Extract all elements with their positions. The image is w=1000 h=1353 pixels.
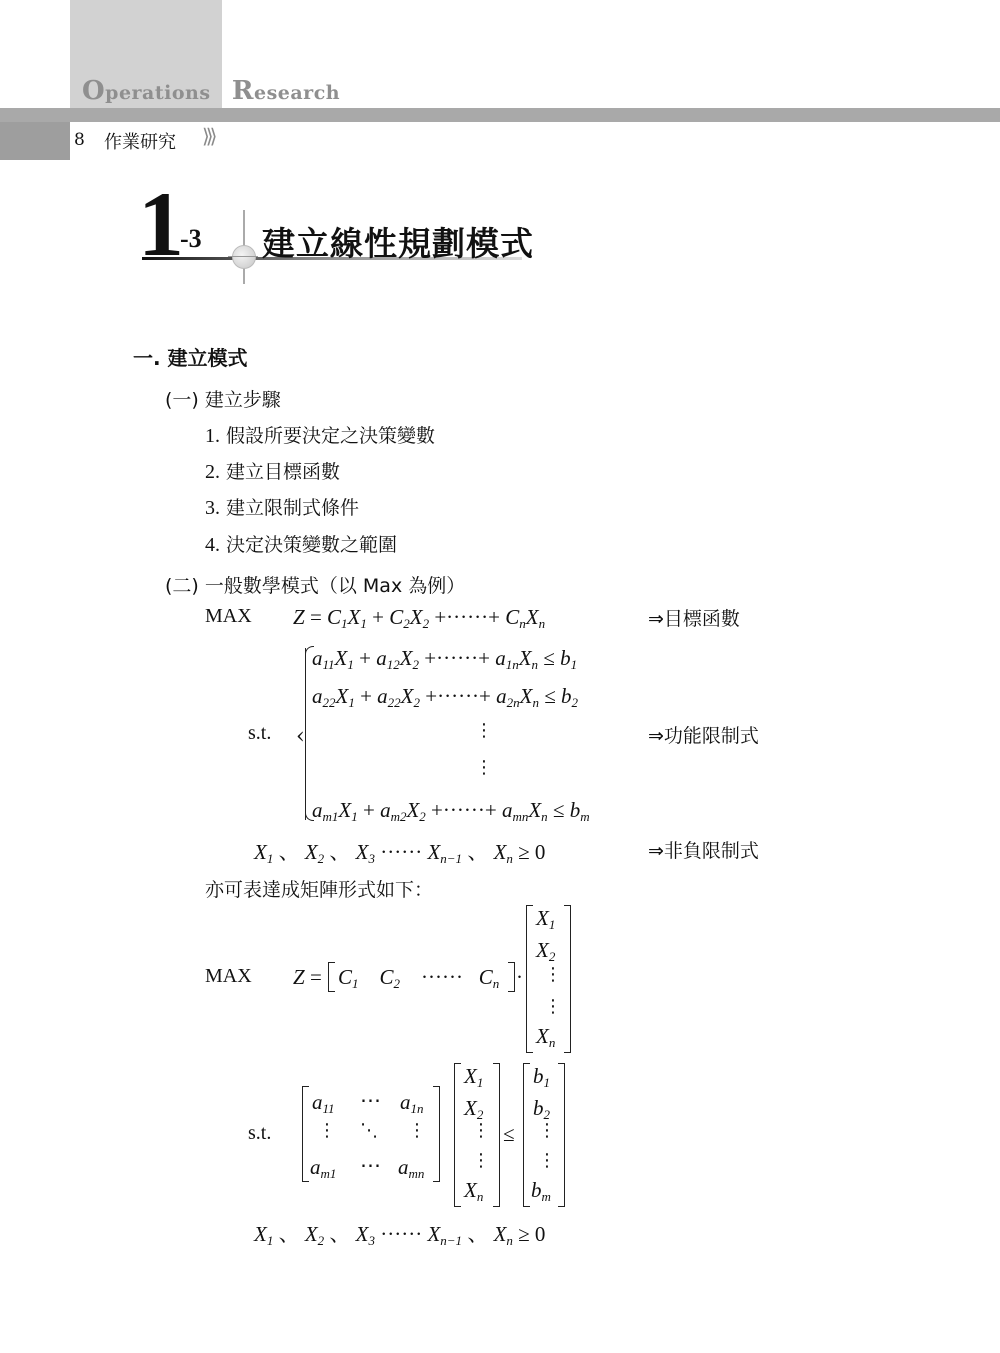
a-matrix-left-bracket <box>302 1086 309 1182</box>
book-title: 作業研究 <box>104 132 176 153</box>
header-tab <box>0 122 70 160</box>
vertical-dots: ⋮ <box>544 964 562 985</box>
vertical-dots: ⋮ <box>472 1150 490 1171</box>
b-col-left-bracket <box>523 1063 530 1207</box>
header-bar <box>0 108 1000 122</box>
note-nonnegativity: ⇒非負限制式 <box>648 840 759 862</box>
vertical-dots: ⋮ <box>472 1120 490 1141</box>
chevron-right-icon: ⟩⟩⟩ <box>202 124 214 148</box>
x-col-right-bracket <box>493 1063 500 1207</box>
brace-point: ‹ <box>296 724 305 749</box>
vertical-dots: ⋮ <box>475 757 493 778</box>
a-matrix-right-bracket <box>433 1086 440 1182</box>
x-vector-entry: $X_2$ <box>536 938 556 964</box>
row-vector-right-bracket <box>508 962 515 992</box>
step-item <box>205 493 359 520</box>
x-col-left-bracket <box>454 1063 461 1207</box>
leq-operator: ≤ <box>503 1122 515 1146</box>
b-col-right-bracket <box>558 1063 565 1207</box>
title-cap-2: R <box>231 76 254 106</box>
a-matrix-entry: $a_{11}$ <box>312 1090 335 1116</box>
vertical-dots: ⋮ <box>475 720 493 741</box>
max-label-matrix: MAX <box>205 965 252 987</box>
x-col-entry: $X_1$ <box>464 1064 484 1090</box>
x-vector-right-bracket <box>564 905 571 1053</box>
a-matrix-entry: ⋯ <box>360 1088 381 1112</box>
heading-build-model: 一. 建立模式 <box>133 346 248 370</box>
matrix-objective: Z = <box>293 965 322 989</box>
heading-general-model: (二) 一般數學模式（以 Max 為例） <box>165 575 466 597</box>
vertical-dots: ⋮ <box>408 1120 426 1141</box>
step-text: 建立限制式條件 <box>226 497 360 519</box>
step-item <box>205 421 435 448</box>
circle-ornament-icon <box>232 245 256 269</box>
brace-line <box>305 648 307 820</box>
section-subnumber: -3 <box>180 224 202 253</box>
constraint-row-2: $a_{22}X_1 + a_{22}X_2$ +······+ $a_{2n}X_n \le b_2$ <box>312 684 579 710</box>
page-number: 8 <box>74 130 85 150</box>
constraint-row-m: $a_{m1}X_1 + a_{m2}X_2$ +······+ $a_{mn}X_n \le b_m$ <box>312 798 590 824</box>
dot-operator: · <box>516 965 523 989</box>
x-vector-entry: $X_n$ <box>536 1024 556 1050</box>
constraint-row-1: $a_{11}X_1 + a_{12}X_2$ +······+ $a_{1n}X_n \le b_1$ <box>312 646 578 672</box>
section-number: 1 <box>138 173 184 275</box>
note-functional: ⇒功能限制式 <box>648 725 759 747</box>
x-vector-left-bracket <box>526 905 533 1053</box>
st-label: s.t. <box>248 722 272 744</box>
step-number: 2. <box>205 461 220 483</box>
x-col-entry: $X_2$ <box>464 1096 484 1122</box>
a-matrix-entry: ⋯ <box>360 1153 381 1177</box>
crosshair-line <box>228 256 258 257</box>
heading-steps: (一) 建立步驟 <box>165 389 281 411</box>
a-matrix-entry: $a_{mn}$ <box>398 1155 425 1181</box>
b-col-entry: $b_2$ <box>533 1096 550 1122</box>
vertical-dots: ⋮ <box>544 996 562 1017</box>
a-matrix-entry: $a_{1n}$ <box>400 1090 424 1116</box>
row-vector-left-bracket <box>328 962 335 992</box>
vertical-dots: ⋮ <box>538 1150 556 1171</box>
diagonal-dots: ⋱ <box>360 1120 378 1141</box>
step-number: 1. <box>205 425 220 447</box>
x-col-entry: $X_n$ <box>464 1178 484 1204</box>
objective-equation: $Z = C_1X_1 + C_2X_2$ +······+ $C_nX_n$ <box>293 605 546 631</box>
note-objective: ⇒目標函數 <box>648 608 740 630</box>
title-cap-1: O <box>82 76 106 106</box>
x-vector-entry: $X_1$ <box>536 906 556 932</box>
b-col-entry: $b_m$ <box>531 1178 551 1204</box>
vertical-dots: ⋮ <box>538 1120 556 1141</box>
nonnegativity-2: $X_1$ 、 $X_2$ 、 $X_3$ ······ $X_{n-1}$ 、 $X_n \ge 0$ <box>254 1222 546 1248</box>
row-vector: $C_1$ $C_2$ ······ $C_n$ <box>338 965 500 991</box>
vertical-dots: ⋮ <box>318 1120 336 1141</box>
st-label-matrix: s.t. <box>248 1122 272 1144</box>
step-number: 4. <box>205 534 220 556</box>
step-item <box>205 530 397 557</box>
nonnegativity-1: $X_1$ 、 $X_2$ 、 $X_3$ ······ $X_{n-1}$ 、 $X_n \ge 0$ <box>254 840 546 866</box>
title-rest-1: perations <box>105 82 211 104</box>
title-rest-2: esearch <box>254 82 341 104</box>
b-col-entry: $b_1$ <box>533 1064 550 1090</box>
step-item <box>205 457 340 484</box>
step-text: 假設所要決定之決策變數 <box>226 425 436 447</box>
max-label: MAX <box>205 605 252 627</box>
a-matrix-entry: $a_{m1}$ <box>310 1155 337 1181</box>
step-text: 決定決策變數之範圍 <box>226 534 398 556</box>
step-text: 建立目標函數 <box>226 461 341 483</box>
matrix-intro: 亦可表達成矩陣形式如下： <box>205 879 434 901</box>
header-running-title <box>82 76 340 106</box>
step-number: 3. <box>205 497 220 519</box>
section-title: 建立線性規劃模式 <box>262 224 534 263</box>
